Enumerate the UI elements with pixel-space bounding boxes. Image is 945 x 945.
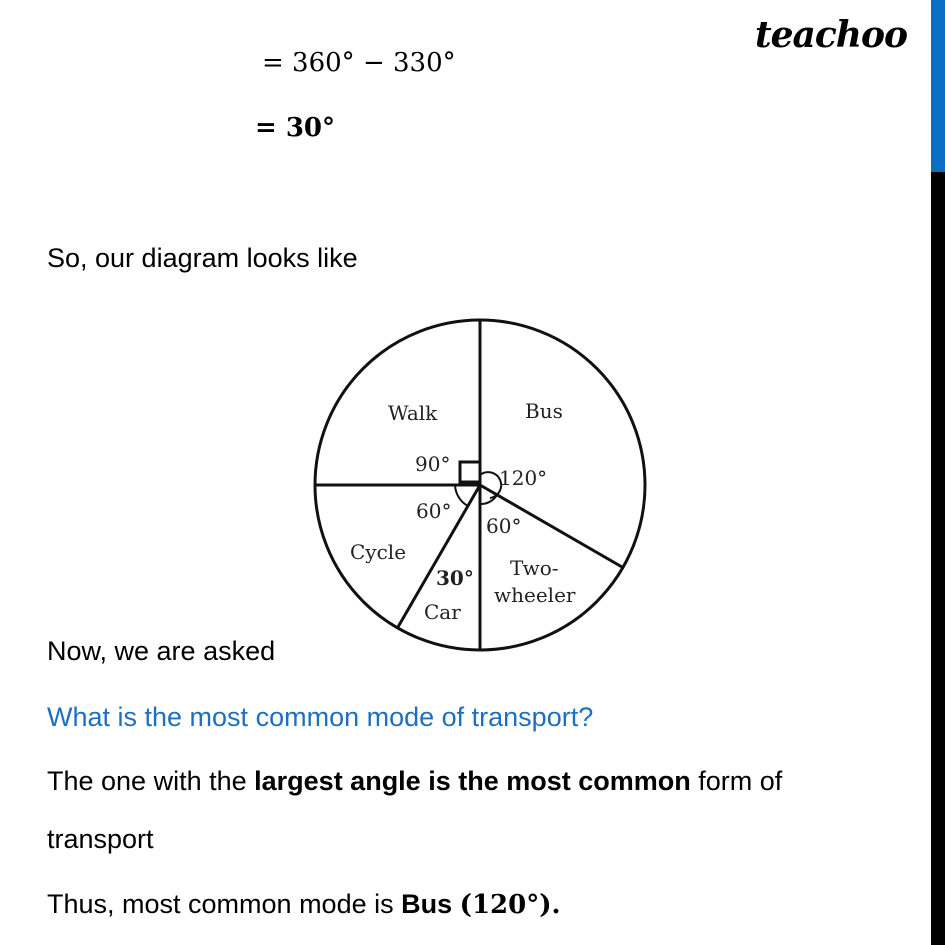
- angle-label-bus: 120°: [499, 466, 548, 490]
- angle-label-cycle: 60°: [416, 499, 452, 523]
- slice-label-two-wheeler-2: wheeler: [494, 583, 576, 607]
- question-text: What is the most common mode of transport?: [47, 702, 594, 732]
- conclusion-pre: Thus, most common mode is: [47, 889, 402, 919]
- scrollbar-thumb[interactable]: [931, 0, 945, 172]
- slice-label-walk: Walk: [388, 401, 438, 425]
- step-result: = 30°: [255, 113, 336, 143]
- slice-label-two-wheeler-1: Two-: [510, 556, 559, 580]
- answer-post: form of: [690, 766, 783, 796]
- conclusion-bold: Bus: [401, 889, 453, 919]
- answer-line2: transport: [47, 824, 154, 854]
- angle-arc-bus: [480, 472, 501, 498]
- conclusion-value: (120°).: [459, 890, 561, 920]
- asked-text: Now, we are asked: [47, 636, 276, 666]
- angle-label-walk: 90°: [415, 452, 451, 476]
- right-angle-marker: [460, 462, 480, 482]
- step-subtraction: = 360° − 330°: [262, 48, 456, 78]
- angle-label-two-wheeler: 60°: [486, 514, 522, 538]
- angle-arc-cycle: [455, 485, 468, 506]
- answer-text: [47, 766, 782, 797]
- teachoo-logo: teachoo: [755, 14, 907, 56]
- answer-pre: The one with the: [47, 766, 255, 796]
- scrollbar-track[interactable]: [931, 172, 945, 945]
- intro-text: So, our diagram looks like: [47, 243, 358, 273]
- answer-bold: largest angle is the most common: [254, 766, 691, 796]
- angle-label-car: 30°: [436, 566, 474, 590]
- slice-label-cycle: Cycle: [350, 540, 407, 564]
- slice-label-car: Car: [424, 600, 461, 624]
- conclusion-text: [47, 889, 561, 920]
- slice-label-bus: Bus: [525, 399, 563, 423]
- pie-chart: [300, 305, 660, 655]
